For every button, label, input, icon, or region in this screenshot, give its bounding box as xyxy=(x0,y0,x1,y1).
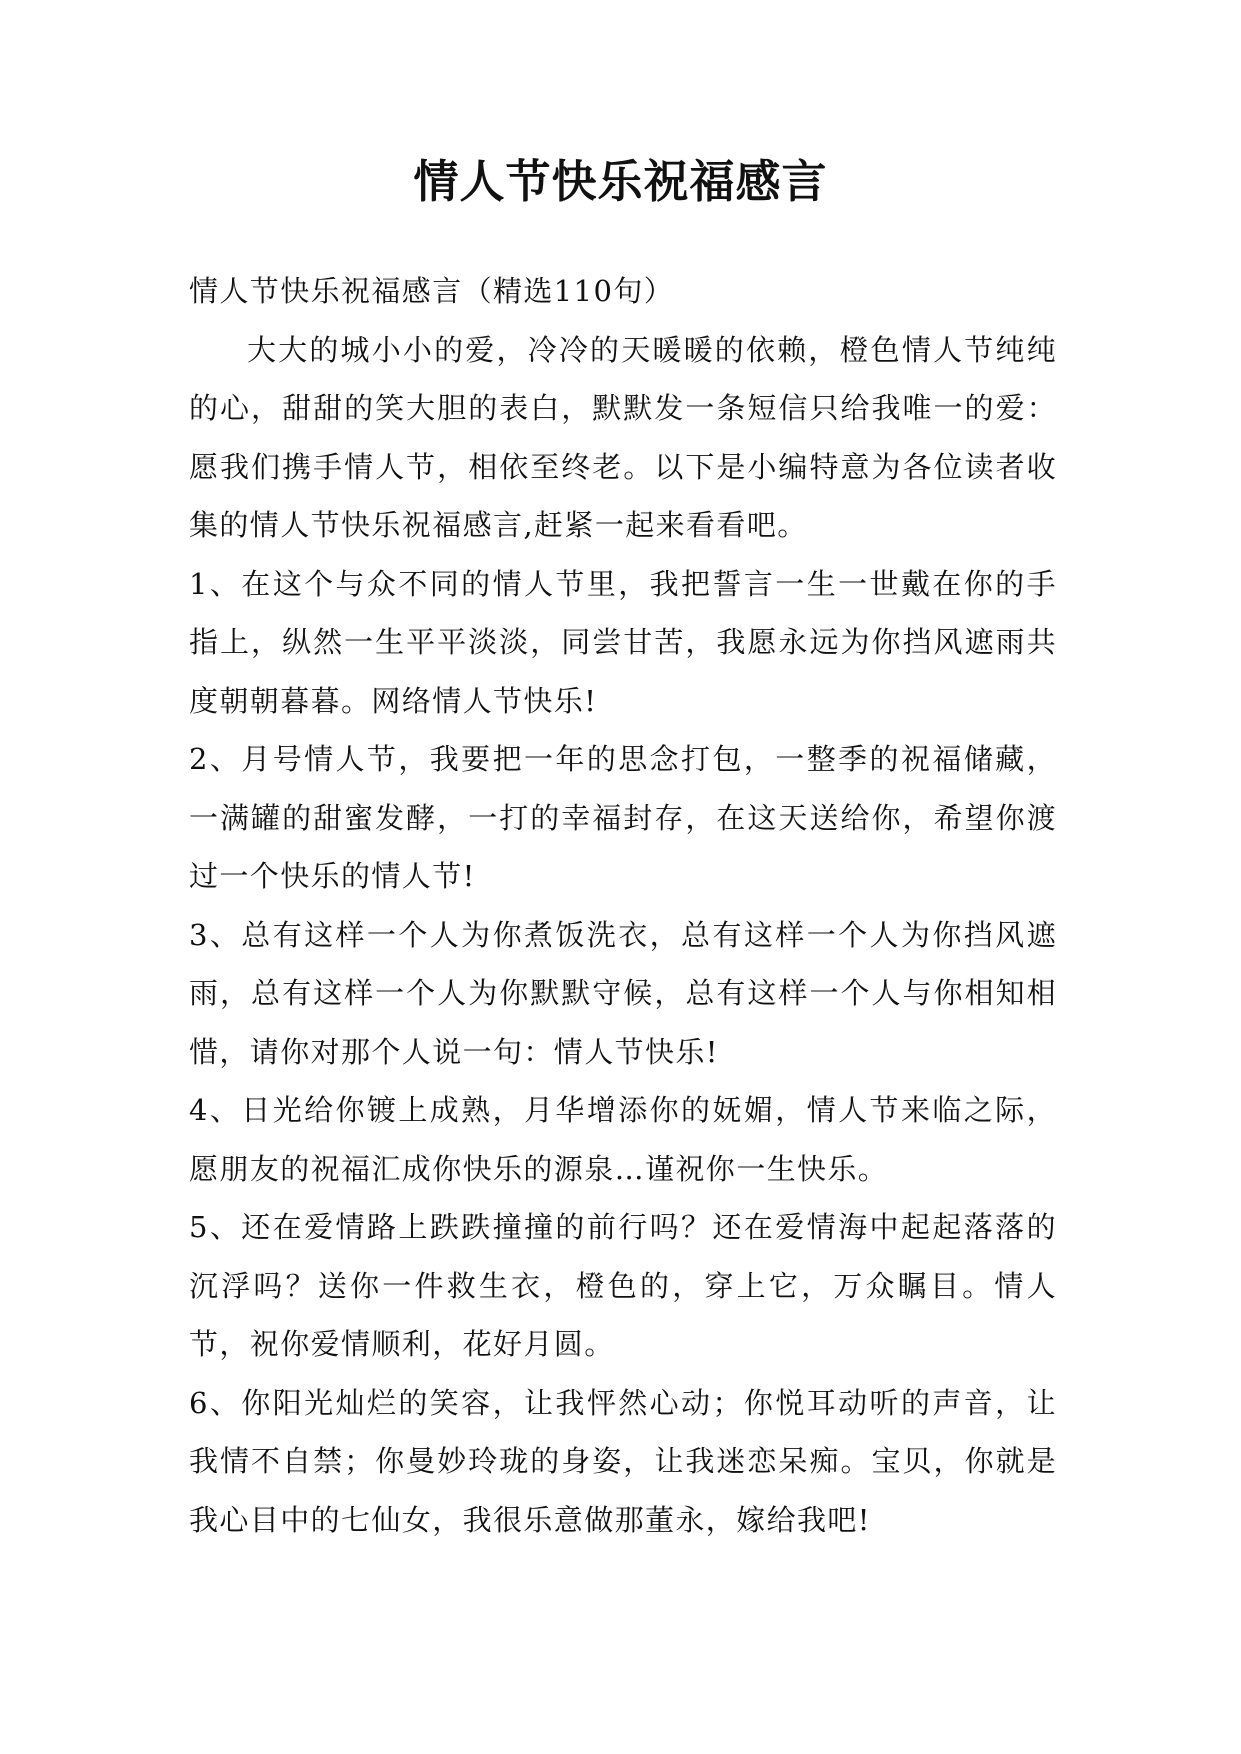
intro-paragraph: 大大的城小小的爱，冷冷的天暖暖的依赖，橙色情人节纯纯的心，甜甜的笑大胆的表白，默默发一条短信只给我唯一的爱：愿我们携手情人节，相依至终老。以下是小编特意为各位读者收集的情人节快乐祝福感言,赶紧一起来看看吧。 xyxy=(189,332,1057,542)
list-item: 4、日光给你镀上成熟，月华增添你的妩媚，情人节来临之际，愿朋友的祝福汇成你快乐的源泉…谨祝你一生快乐。 xyxy=(189,1093,1057,1186)
list-item: 2、月号情人节，我要把一年的思念打包，一整季的祝福储藏，一满罐的甜蜜发酵，一打的幸福封存，在这天送给你，希望你渡过一个快乐的情人节! xyxy=(189,742,1057,893)
document-body xyxy=(189,262,1057,1549)
list-item: 3、总有这样一个人为你煮饭洗衣，总有这样一个人为你挡风遮雨，总有这样一个人为你默默守候，总有这样一个人与你相知相惜，请你对那个人说一句：情人节快乐! xyxy=(189,917,1057,1069)
document-subtitle: 情人节快乐祝福感言（精选110句） xyxy=(189,274,675,308)
document-title: 情人节快乐祝福感言 xyxy=(413,155,828,208)
list-item: 6、你阳光灿烂的笑容，让我怦然心动；你悦耳动听的声音，让我情不自禁；你曼妙玲珑的身姿，让我迷恋呆痴。宝贝，你就是我心目中的七仙女，我很乐意做那董永，嫁给我吧! xyxy=(189,1385,1057,1537)
list-item: 5、还在爱情路上跌跌撞撞的前行吗？还在爱情海中起起落落的沉浮吗？送你一件救生衣，橙色的，穿上它，万众瞩目。情人节，祝你爱情顺利，花好月圆。 xyxy=(189,1210,1057,1361)
list-item: 1、在这个与众不同的情人节里，我把誓言一生一世戴在你的手指上，纵然一生平平淡淡，同尝甘苦，我愿永远为你挡风遮雨共度朝朝暮暮。网络情人节快乐! xyxy=(189,566,1057,718)
